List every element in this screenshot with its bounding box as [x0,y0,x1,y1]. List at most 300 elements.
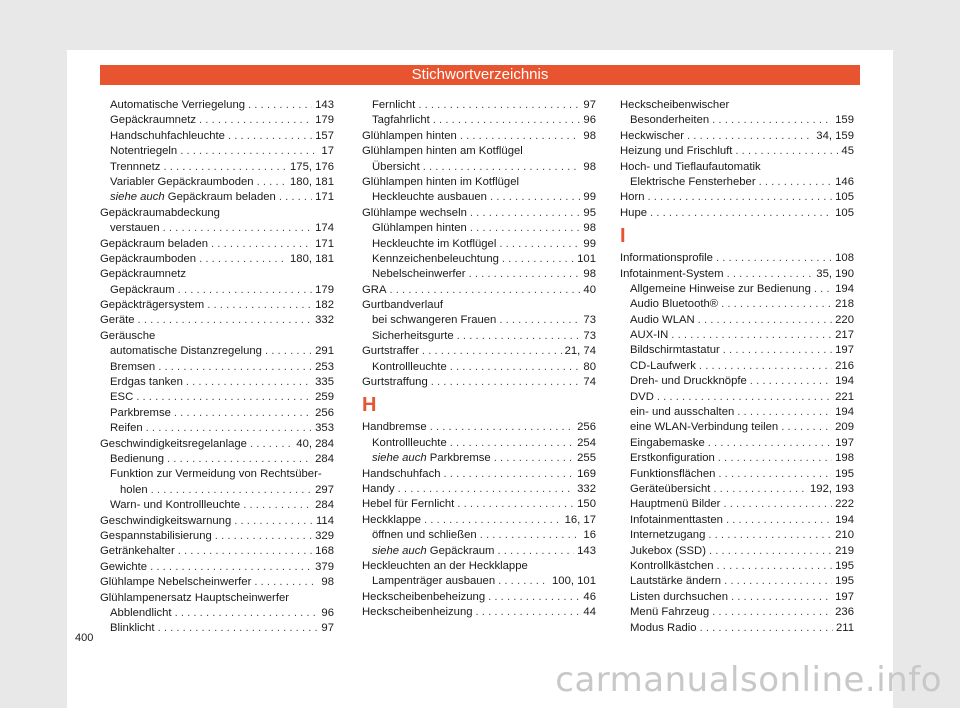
dot-leader [186,375,312,390]
page-ref: 171 [315,191,334,204]
dot-leader [228,129,312,144]
index-entry [620,129,854,144]
entry-label: Informationsprofile [620,252,713,265]
page-ref: 284 [315,499,334,512]
entry-label: Gepäckträgersystem [100,299,205,312]
page-ref: 332 [577,482,596,495]
page-ref: 108 [835,252,854,265]
dot-leader [460,129,581,144]
index-heading: Glühlampen hinten am Kotflügel [362,145,523,158]
entry-label: bei schwangeren Frauen [372,314,497,327]
index-entry [362,237,596,252]
entry-label: Handbremse [362,421,427,434]
entry-label: eine WLAN-Verbindung teilen [630,421,779,434]
index-entry [100,190,334,205]
entry-label: Fernlicht [372,99,416,111]
dot-leader [248,98,312,113]
index-entry [362,206,596,221]
index-entry [362,283,596,298]
page-ref: 73 [583,329,596,342]
index-entry [362,329,596,344]
entry-label: Bedienung [110,452,165,465]
dot-leader [499,313,580,328]
entry-label: Bildschirmtastatur [630,344,720,357]
dot-leader [698,313,832,328]
dot-leader [389,283,580,298]
entry-label: Glühlampe Nebelscheinwerfer [100,576,252,589]
page-ref: 256 [315,406,334,419]
dot-leader [457,497,574,512]
entry-label: Lautstärke ändern [630,575,722,588]
page-ref: 143 [577,544,596,557]
page-ref: 291 [315,345,334,358]
dot-leader [470,221,581,236]
index-entry [362,482,596,497]
dot-leader [469,267,581,282]
page-ref: 174 [315,222,334,235]
index-heading: Gurtbandverlauf [362,299,444,312]
index-entry [620,144,854,159]
entry-label: Jukebox (SSD) [630,544,706,557]
page-ref: 99 [583,191,596,204]
entry-label: Erstkonfiguration [630,452,715,465]
entry-label: Glühlampe wechseln [362,206,467,219]
dot-leader [480,528,581,543]
entry-label: Heckwischer [620,129,685,142]
index-entry [100,360,334,375]
dot-leader [433,113,581,128]
entry-label: Parkbremse [429,452,491,465]
dot-leader [424,513,562,528]
index-column-1 [100,98,334,637]
index-entry [620,328,854,343]
index-entry [620,251,854,266]
dot-leader [499,237,580,252]
page-ref: 95 [583,206,596,219]
section-letter: H [362,394,377,417]
index-entry [100,113,334,128]
page-ref: 194 [835,513,854,526]
index-entry [620,467,854,482]
index-column-3 [620,98,854,636]
watermark: carmanualsonline.info [555,660,942,700]
index-entry [620,405,854,420]
page-ref: 194 [835,282,854,295]
dot-leader [430,420,574,435]
index-entry [620,513,854,528]
page-ref: 159 [835,114,854,127]
dot-leader [737,405,832,420]
entry-label: Handy [362,482,395,495]
page-title: Stichwortverzeichnis [100,65,860,85]
dot-leader [717,559,833,574]
index-entry [362,190,596,205]
page-ref: 179 [315,283,334,296]
index-entry [362,160,596,175]
dot-leader [724,574,832,589]
index-entry [100,390,334,405]
dot-leader [450,360,581,375]
dot-leader [243,498,312,513]
page-ref: 105 [835,206,854,219]
entry-label: Gurtstraffung [362,376,428,389]
index-entry [362,313,596,328]
page-ref: 105 [835,191,854,204]
index-entry [620,343,854,358]
index-entry [620,559,854,574]
index-entry [100,575,334,590]
dot-leader [759,175,833,190]
index-entry [620,297,854,312]
dot-leader [418,98,580,113]
index-entry [100,544,334,559]
index-heading: Heckscheibenwischer [620,99,730,111]
index-entry [100,98,334,113]
dot-leader [457,329,581,344]
dot-leader [450,436,574,451]
page-ref: 195 [835,467,854,480]
index-entry [620,436,854,451]
page-ref: 182 [315,299,334,312]
page-ref: 216 [835,359,854,372]
index-entry [362,420,596,435]
page-ref: 98 [583,129,596,142]
page-ref: 45 [841,145,854,158]
entry-label: Allgemeine Hinweise zur Bedienung [630,282,811,295]
index-entry [362,451,596,466]
entry-label: Besonderheiten [630,114,710,127]
index-entry [100,283,334,298]
entry-label: Glühlampen hinten [362,129,457,142]
page-ref: 353 [315,422,334,435]
entry-label: Heckscheibenheizung [362,606,473,619]
dot-leader [713,482,807,497]
dot-leader [699,359,832,374]
index-entry [620,451,854,466]
index-entry [620,374,854,389]
entry-label: Notentriegeln [110,145,178,158]
entry-label: Variabler Gepäckraumboden [110,175,254,188]
entry-label: Hupe [620,206,648,219]
dot-leader [712,113,832,128]
index-entry [362,113,596,128]
index-heading: Gepäckraumabdeckung [100,206,220,219]
index-heading: Heckleuchten an der Heckklappe [362,559,528,572]
page-ref: 335 [315,376,334,389]
dot-leader [708,436,832,451]
page-ref: 99 [583,237,596,250]
entry-label: Gepäckraum [429,544,495,557]
dot-leader [178,544,312,559]
dot-leader [700,621,833,636]
page-ref: 222 [835,498,854,511]
index-entry [620,574,854,589]
dot-leader [650,206,832,221]
index-entry [362,513,596,528]
index-heading: Funktion zur Vermeidung von Rechtsüber- [110,468,322,481]
page-ref: 209 [835,421,854,434]
page-ref: 217 [835,329,854,342]
index-entry [100,514,334,529]
dot-leader [146,421,312,436]
entry-label: Geschwindigkeitsregelanlage [100,437,247,450]
page-ref: 16, 17 [564,513,596,526]
entry-label: Kontrollleuchte [372,436,447,449]
dot-leader [257,175,287,190]
entry-label: Erdgas tanken [110,376,183,389]
index-entry [362,436,596,451]
entry-label: DVD [630,390,654,403]
entry-label: AUX-IN [630,329,669,342]
index-entry [100,252,334,267]
index-entry [362,497,596,512]
page-ref: 98 [583,160,596,173]
page-ref: 146 [835,175,854,188]
page-ref: 194 [835,406,854,419]
index-entry [620,175,854,190]
entry-label: Audio WLAN [630,313,695,326]
page-ref: 197 [835,436,854,449]
dot-leader [207,298,312,313]
index-entry [620,544,854,559]
index-entry [100,144,334,159]
dot-leader [151,483,312,498]
dot-leader [422,344,562,359]
dot-leader [709,544,832,559]
page-ref: 40 [583,283,596,296]
entry-label: Geschwindigkeitswarnung [100,514,232,527]
index-entry [100,160,334,175]
index-entry [620,590,854,605]
page-ref: 259 [315,391,334,404]
index-entry [362,267,596,282]
page-ref: 97 [321,622,334,635]
section-letter: I [620,225,626,248]
page-ref: 98 [583,222,596,235]
entry-label: Gewichte [100,560,148,573]
page-ref: 197 [835,344,854,357]
index-entry [620,113,854,128]
page-ref: 284 [315,452,334,465]
index-entry [100,529,334,544]
entry-label: Gepäckraum [110,283,175,296]
entry-label: Infotainmenttasten [630,513,723,526]
see-also-prefix: siehe auch [110,191,165,204]
dot-leader [657,390,832,405]
page-ref: 179 [315,114,334,127]
entry-label: Eingabemaske [630,436,705,449]
see-also-prefix: siehe auch [372,544,427,557]
page-ref: 157 [315,129,334,142]
page-ref: 211 [835,621,854,634]
entry-label: Internetzugang [630,529,706,542]
index-entry [100,421,334,436]
index-entry [100,237,334,252]
page-ref: 168 [315,545,334,558]
dot-leader [423,160,581,175]
entry-label: Kontrollleuchte [372,360,447,373]
dot-leader [279,190,312,205]
entry-label: verstauen [110,222,160,235]
index-entry [620,420,854,435]
index-entry [620,605,854,620]
index-entry [100,175,334,190]
dot-leader [712,605,832,620]
dot-leader [431,375,581,390]
page-ref: 114 [315,514,334,527]
dot-leader [671,328,832,343]
page-ref: 80 [583,360,596,373]
index-entry [620,390,854,405]
entry-label: Elektrische Fensterheber [630,175,756,188]
dot-leader [727,267,814,282]
page-ref: 17 [321,145,334,158]
dot-leader [718,451,832,466]
index-entry [362,344,596,359]
entry-label: Übersicht [372,160,420,173]
dot-leader [498,574,549,589]
index-entry [362,528,596,543]
index-entry [620,282,854,297]
dot-leader [444,467,575,482]
page-ref: 101 [577,252,596,265]
dot-leader [138,313,313,328]
index-entry [620,497,854,512]
dot-leader [211,237,312,252]
dot-leader [199,113,312,128]
entry-label: Warn- und Kontrollleuchte [110,499,241,512]
dot-leader [234,514,313,529]
index-entry [100,437,334,452]
entry-label: Getränkehalter [100,545,175,558]
entry-label: Automatische Verriegelung [110,99,246,111]
page-ref: 194 [835,375,854,388]
index-entry [100,221,334,236]
entry-label: holen [120,483,148,496]
index-entry [362,221,596,236]
page-ref: 150 [577,498,596,511]
page-ref: 195 [835,559,854,572]
page-ref: 143 [315,99,334,111]
entry-label: automatische Distanzregelung [110,345,262,358]
dot-leader [648,190,833,205]
dot-leader [718,467,832,482]
page-ref: 96 [321,606,334,619]
index-entry [100,606,334,621]
page-ref: 297 [315,483,334,496]
page-ref: 96 [583,114,596,127]
index-entry [100,129,334,144]
page-ref: 100, 101 [552,575,596,588]
page-ref: 218 [835,298,854,311]
entry-label: Parkbremse [110,406,171,419]
entry-label: Hauptmenü Bilder [630,498,721,511]
see-also-prefix: siehe auch [372,452,427,465]
entry-label: Heckklappe [362,513,422,526]
page-ref: 98 [583,268,596,281]
dot-leader [254,575,318,590]
entry-label: Trennnetz [110,160,161,173]
index-entry [362,98,596,113]
entry-label: Gepäckraum beladen [167,191,276,204]
page-ref: 256 [577,421,596,434]
page-ref: 253 [315,360,334,373]
page-ref: 16 [583,529,596,542]
index-entry [620,359,854,374]
index-entry [362,574,596,589]
dot-leader [250,437,293,452]
page-ref: 169 [577,467,596,480]
entry-label: Heckleuchte im Kotflügel [372,237,497,250]
page-ref: 198 [835,452,854,465]
entry-label: Audio Bluetooth® [630,298,719,311]
entry-label: Gepäckraum beladen [100,237,209,250]
index-entry [100,344,334,359]
entry-label: Heizung und Frischluft [620,145,733,158]
page-ref: 180, 181 [290,175,334,188]
entry-label: Gepäckraumboden [100,252,197,265]
entry-label: Dreh- und Druckknöpfe [630,375,747,388]
index-entry [100,406,334,421]
dot-leader [470,206,581,221]
dot-leader [136,390,312,405]
entry-label: Geräteübersicht [630,482,711,495]
index-entry [620,528,854,543]
dot-leader [721,297,832,312]
entry-label: Funktionsflächen [630,467,716,480]
dot-leader [215,529,312,544]
dot-leader [750,374,832,389]
dot-leader [158,621,319,636]
dot-leader [199,252,287,267]
entry-label: Listen durchsuchen [630,590,728,603]
page-ref: 221 [835,390,854,403]
index-entry [620,267,854,282]
entry-label: Tagfahrlicht [372,114,430,127]
entry-label: Handschuhfach [362,467,441,480]
dot-leader [735,144,838,159]
entry-label: Modus Radio [630,621,697,634]
dot-leader [174,406,312,421]
page-ref: 197 [835,590,854,603]
dot-leader [502,252,574,267]
entry-label: Hebel für Fernlicht [362,498,455,511]
dot-leader [163,221,313,236]
index-entry [362,375,596,390]
entry-label: ein- und ausschalten [630,406,735,419]
page-ref: 73 [583,314,596,327]
index-entry [100,498,334,513]
entry-label: Nebelscheinwerfer [372,268,466,281]
entry-label: Kontrollkästchen [630,559,714,572]
index-entry [362,590,596,605]
page-ref: 332 [315,314,334,327]
dot-leader [723,343,832,358]
index-entry [620,206,854,221]
dot-leader [158,360,312,375]
dot-leader [488,590,580,605]
entry-label: Lampenträger ausbauen [372,575,496,588]
dot-leader [726,513,832,528]
entry-label: ESC [110,391,134,404]
page-ref: 40, 284 [296,437,334,450]
entry-label: öffnen und schließen [372,529,477,542]
entry-label: Sicherheitsgurte [372,329,454,342]
entry-label: Reifen [110,422,143,435]
page-ref: 98 [321,576,334,589]
index-entry [362,467,596,482]
page-ref: 192, 193 [810,482,854,495]
